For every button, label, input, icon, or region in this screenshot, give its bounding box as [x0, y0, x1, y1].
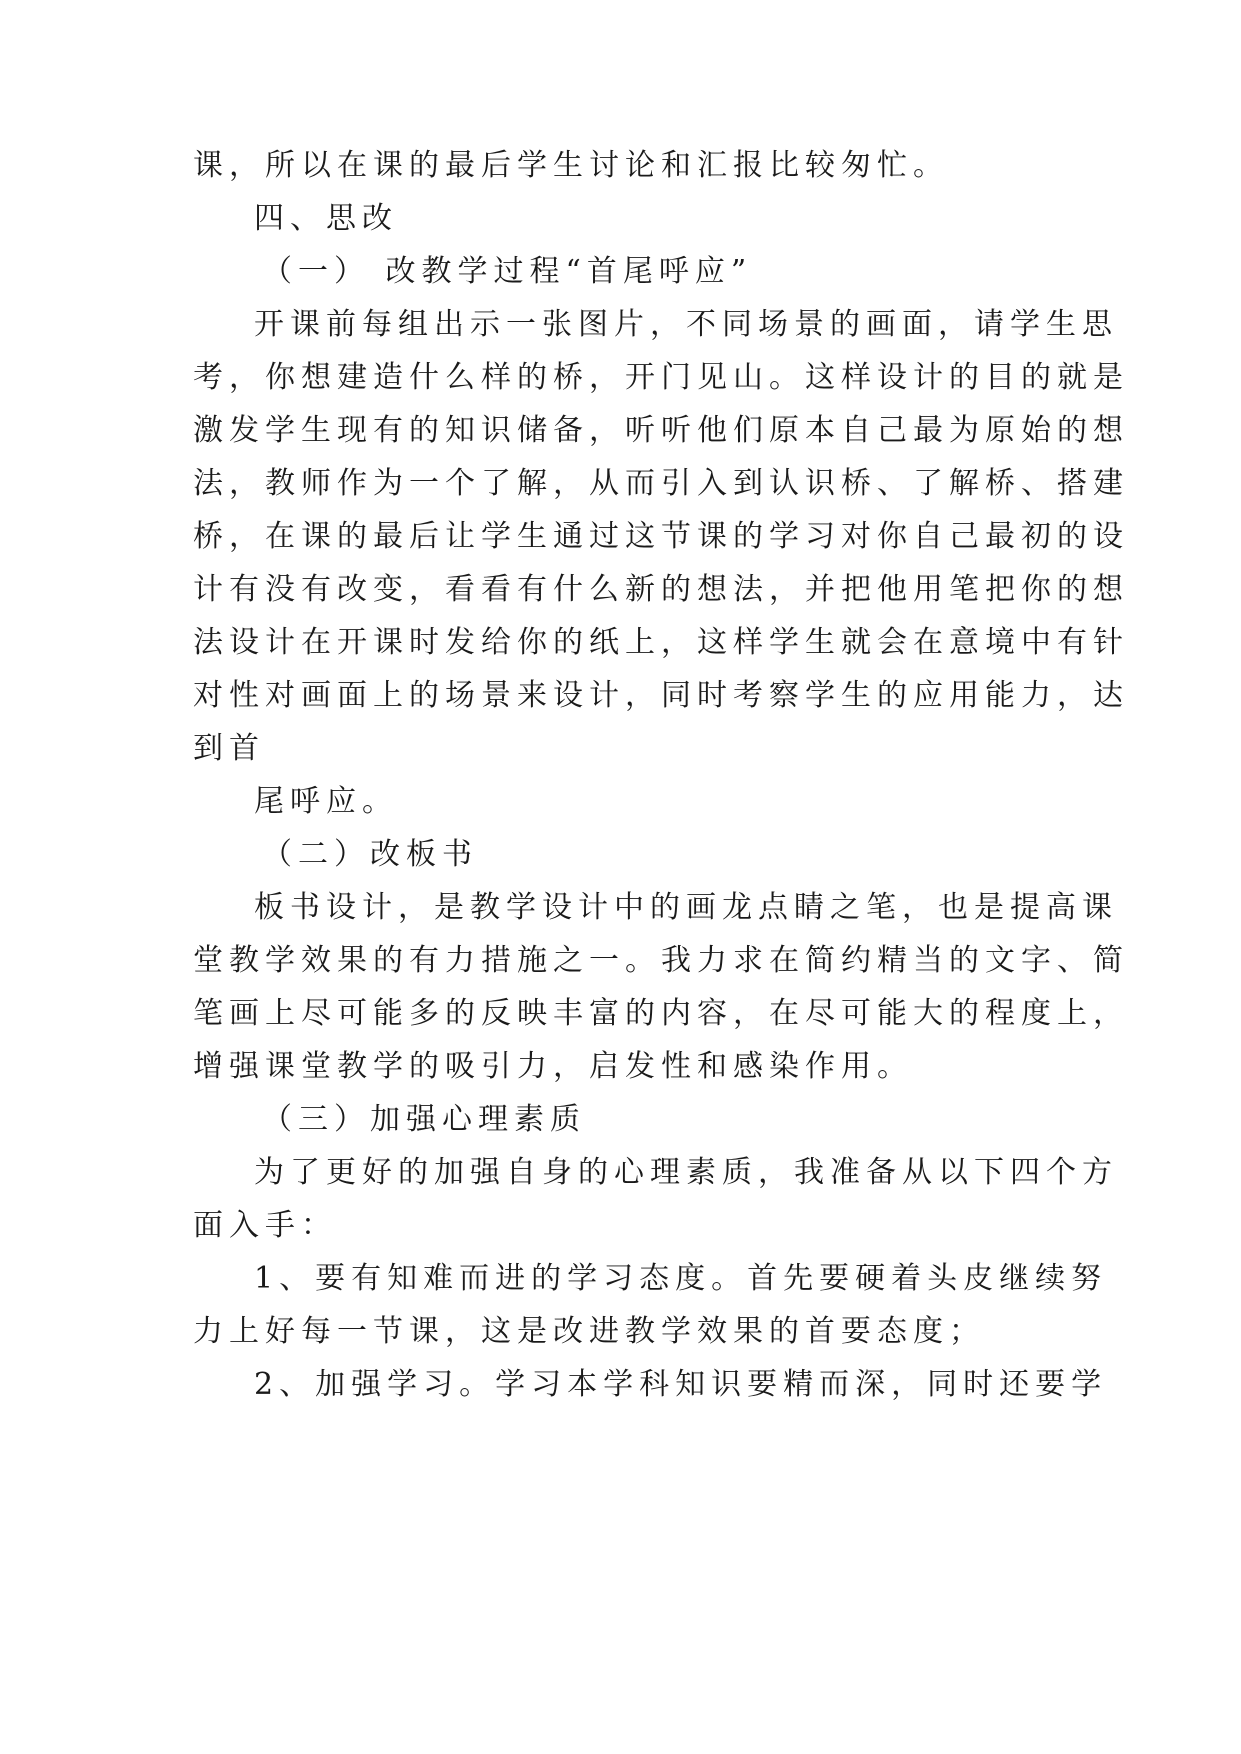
paragraph-line: 激发学生现有的知识储备，听听他们原本自己最为原始的想 [193, 413, 1129, 448]
paragraph-line: 桥，在课的最后让学生通过这节课的学习对你自己最初的设 [193, 519, 1129, 554]
paragraph-line: 法，教师作为一个了解，从而引入到认识桥、了解桥、搭建 [193, 466, 1129, 501]
paragraph-line: 开课前每组出示一张图片，不同场景的画面，请学生思 [254, 307, 1118, 342]
subsection-heading: （一） 改教学过程“首尾呼应” [262, 254, 753, 289]
subsection-heading: （二）改板书 [262, 837, 478, 872]
paragraph-line: 笔画上尽可能多的反映丰富的内容，在尽可能大的程度上， [193, 996, 1129, 1031]
paragraph-line: 对性对画面上的场景来设计，同时考察学生的应用能力，达 [193, 678, 1129, 713]
paragraph-line: 法设计在开课时发给你的纸上，这样学生就会在意境中有针 [193, 625, 1129, 660]
paragraph-line: 为了更好的加强自身的心理素质，我准备从以下四个方 [254, 1155, 1118, 1190]
paragraph-line: 板书设计，是教学设计中的画龙点睛之笔，也是提高课 [254, 890, 1118, 925]
paragraph-line: 增强课堂教学的吸引力，启发性和感染作用。 [193, 1049, 913, 1084]
paragraph-line: 计有没有改变，看看有什么新的想法，并把他用笔把你的想 [193, 572, 1129, 607]
paragraph-line: 堂教学效果的有力措施之一。我力求在简约精当的文字、简 [193, 943, 1129, 978]
paragraph-line: 考，你想建造什么样的桥，开门见山。这样设计的目的就是 [193, 360, 1129, 395]
list-item: 2、加强学习。学习本学科知识要精而深，同时还要学 [254, 1367, 1108, 1402]
paragraph-line: 尾呼应。 [254, 784, 398, 819]
section-heading: 四、思改 [254, 201, 398, 236]
paragraph-line: 课，所以在课的最后学生讨论和汇报比较匆忙。 [193, 148, 949, 183]
list-item: 1、要有知难而进的学习态度。首先要硬着头皮继续努 [254, 1261, 1108, 1296]
subsection-heading: （三）加强心理素质 [262, 1102, 586, 1137]
paragraph-line: 力上好每一节课，这是改进教学效果的首要态度； [193, 1314, 985, 1349]
paragraph-line: 面入手： [193, 1208, 337, 1243]
paragraph-line: 到首 [193, 731, 265, 766]
